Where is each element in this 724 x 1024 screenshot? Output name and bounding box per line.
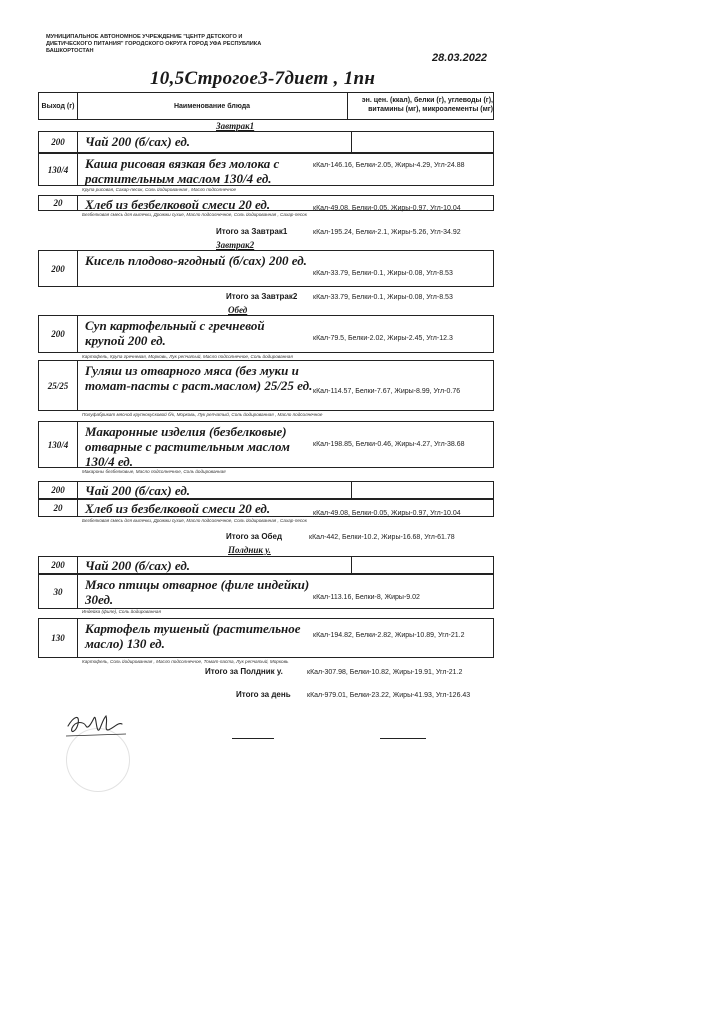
dish-output: 200: [39, 482, 78, 498]
meal-title-breakfast1: Завтрак1: [216, 121, 255, 131]
dish-name: Чай 200 (б/сах) ед.: [85, 558, 191, 573]
dish-row: [38, 315, 494, 353]
meal-total-label: Итого за Завтрак2: [226, 292, 298, 301]
dish-name: Кисель плодово-ягодный (б/сах) 200 ед.: [85, 253, 307, 268]
dish-row: [38, 481, 494, 499]
meal-total-value: кКал-442, Белки-10.2, Жиры-16.68, Угл-61.78: [309, 534, 455, 541]
dish-ingredients: Картофель, Крупа гречневая, Морковь, Лук репчатый, Масло подсолнечное, Соль йодированная: [82, 354, 293, 359]
meal-total-value: кКал-33.79, Белки-0.1, Жиры-0.08, Угл-8.53: [313, 294, 453, 301]
meal-title-afternoon-snack: Полдник у.: [228, 545, 271, 555]
dish-nutrition: кКал-113.16, Белки-8, Жиры-9.02: [313, 594, 420, 601]
dish-nutrition: кКал-49.08, Белки-0.05, Жиры-0.97, Угл-10.04: [313, 510, 461, 517]
day-total-value: кКал-979.01, Белки-23.22, Жиры-41.93, Угл-126.43: [307, 692, 471, 699]
dish-ingredients: Крупа рисовая, Сахар-песок, Соль йодированная , Масло подсолнечное: [82, 187, 237, 192]
dish-nutrition: кКал-33.79, Белки-0.1, Жиры-0.08, Угл-8.53: [313, 270, 453, 277]
meal-total-label: Итого за Обед: [226, 532, 283, 541]
signature-line: [232, 738, 274, 739]
dish-output: 30: [39, 575, 78, 608]
org-line-3: БАШКОРТОСТАН: [46, 48, 94, 54]
dish-nutrition: кКал-49.08, Белки-0.05, Жиры-0.97, Угл-10.04: [313, 205, 461, 212]
dish-output: 25/25: [39, 361, 78, 410]
meal-total-value: кКал-195.24, Белки-2.1, Жиры-5.26, Угл-34.92: [313, 229, 461, 236]
dish-row: [38, 556, 494, 574]
document-date: 28.03.2022: [432, 52, 488, 64]
dish-output: 200: [39, 316, 78, 352]
dish-row: [38, 618, 494, 658]
dish-ingredients: Картофель, Соль йодированная , Масло подсолнечное, Томат-паста, Лук репчатый, Морковь: [82, 659, 289, 664]
meal-title-lunch: Обед: [228, 305, 248, 315]
dish-name: Хлеб из безбелковой смеси 20 ед.: [85, 501, 271, 516]
dish-name: Чай 200 (б/сах) ед.: [85, 134, 191, 149]
dish-name: Картофель тушеный (растительное масло) 130 ед.: [85, 621, 301, 651]
dish-nutrition: кКал-146.16, Белки-2.05, Жиры-4.29, Угл-24.88: [313, 162, 465, 169]
dish-output: 20: [39, 500, 78, 516]
dish-output: 200: [39, 557, 78, 573]
dish-output: 20: [39, 196, 78, 210]
column-nutrition-line-1: эн. цен. (ккал), белки (г), углеводы (г),: [361, 97, 493, 104]
dish-ingredients: Макароны безбелковые, Масло подсолнечное, Соль йодированная: [82, 469, 226, 474]
dish-nutrition: кКал-79.5, Белки-2.02, Жиры-2.45, Угл-12.3: [313, 335, 453, 342]
meal-title-breakfast2: Завтрак2: [216, 240, 255, 250]
dish-name: Каша рисовая вязкая без молока с растительным маслом 130/4 ед.: [85, 156, 280, 186]
dish-ingredients: Безбелковая смесь для выпечки, Дрожжи сухие, Масло подсолнечное, Соль йодированная , Сахар-песок: [82, 212, 307, 217]
column-dish-name: Наименование блюда: [77, 93, 348, 119]
signature-line: [380, 738, 426, 739]
dish-ingredients: Безбелковая смесь для выпечки, Дрожжи сухие, Масло подсолнечное, Соль йодированная , Сахар-песок: [82, 518, 307, 523]
handwritten-signature-icon: [62, 708, 132, 742]
dish-row: [38, 250, 494, 287]
dish-ingredients: Индейка (филе), Соль йодированная: [82, 609, 161, 614]
dish-output: 130/4: [39, 422, 78, 467]
meal-total-label: Итого за Полдник у.: [205, 667, 283, 676]
dish-output: 130: [39, 619, 78, 657]
organization-name: [46, 34, 346, 55]
dish-row: [38, 574, 494, 609]
column-output: Выход (г): [39, 93, 78, 119]
dish-nutrition: кКал-114.57, Белки-7.67, Жиры-8.99, Угл-0.76: [313, 388, 461, 395]
dish-row: [38, 421, 494, 468]
column-nutrition: [351, 96, 493, 114]
dish-row: [38, 360, 494, 411]
org-line-1: МУНИЦИПАЛЬНОЕ АВТОНОМНОЕ УЧРЕЖДЕНИЕ "ЦЕНТР ДЕТСКОГО И: [46, 34, 243, 40]
dish-output: 130/4: [39, 154, 78, 185]
dish-name: Хлеб из безбелковой смеси 20 ед.: [85, 197, 271, 212]
table-header: [38, 92, 494, 120]
org-line-2: ДИЕТИЧЕСКОГО ПИТАНИЯ" ГОРОДСКОГО ОКРУГА ГОРОД УФА РЕСПУБЛИКА: [46, 41, 262, 47]
dish-nutrition: кКал-194.82, Белки-2.82, Жиры-10.89, Угл-21.2: [313, 632, 465, 639]
dish-row: [38, 153, 494, 186]
dish-row: [38, 195, 494, 211]
meal-total-label: Итого за Завтрак1: [216, 227, 288, 236]
dish-row: [38, 499, 494, 517]
page-title: 10,5Строгое3-7диет , 1пн: [150, 68, 376, 89]
meal-total-value: кКал-307.98, Белки-10.82, Жиры-19.91, Угл-21.2: [307, 669, 463, 676]
dish-output: 200: [39, 251, 78, 286]
dish-output: 200: [39, 132, 78, 152]
dish-ingredients: Полуфабрикат мясной крупнокусковой б/к, Морковь, Лук репчатый, Соль йодированная , Масло подсолнечное: [82, 412, 323, 417]
dish-name: Мясо птицы отварное (филе индейки) 30ед.: [85, 577, 310, 607]
day-total-label: Итого за день: [236, 690, 291, 699]
dish-name: Чай 200 (б/сах) ед.: [85, 483, 191, 498]
dish-name: Суп картофельный с гречневой крупой 200 ед.: [85, 318, 265, 348]
dish-name: Гуляш из отварного мяса (без муки и томат-пасты с раст.маслом) 25/25 ед.: [85, 363, 313, 393]
column-nutrition-line-2: витамины (мг), микроэлементы (мг): [368, 106, 493, 113]
dish-nutrition: кКал-198.85, Белки-0.46, Жиры-4.27, Угл-38.68: [313, 441, 465, 448]
dish-row: [38, 131, 494, 153]
dish-name: Макаронные изделия (безбелковые) отварные с растительным маслом 130/4 ед.: [85, 424, 290, 469]
